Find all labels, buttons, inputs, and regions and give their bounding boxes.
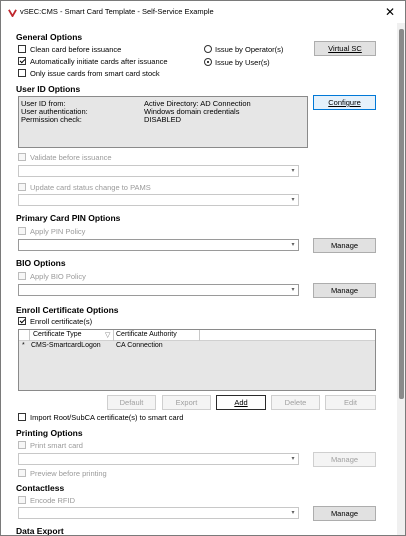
user-id-from-label: User ID from:: [21, 99, 66, 108]
print-card-checkbox[interactable]: [18, 441, 26, 449]
auto-initiate-checkbox[interactable]: [18, 57, 26, 65]
pin-policy-dropdown[interactable]: [18, 239, 299, 251]
validate-checkbox[interactable]: [18, 153, 26, 161]
auto-initiate-label: Automatically initiate cards after issuance: [30, 57, 168, 66]
column-divider: [199, 330, 200, 341]
add-button[interactable]: Add: [216, 395, 266, 410]
encode-rfid-checkbox[interactable]: [18, 496, 26, 504]
window-title: vSEC:CMS - Smart Card Template - Self-Service Example: [20, 7, 214, 16]
issue-operator-label: Issue by Operator(s): [215, 45, 284, 54]
data-export-heading: Data Export: [16, 526, 64, 536]
clean-card-label: Clean card before issuance: [30, 45, 122, 54]
user-auth-label: User authentication:: [21, 107, 88, 116]
general-options-heading: General Options: [16, 32, 83, 42]
print-card-label: Print smart card: [30, 441, 83, 450]
permission-check-label: Permission check:: [21, 115, 82, 124]
enroll-certs-checkbox[interactable]: [18, 317, 26, 325]
printing-options-heading: Printing Options: [16, 428, 83, 438]
chevron-down-icon: ▾: [291, 197, 295, 203]
validate-label: Validate before issuance: [30, 153, 112, 162]
printing-dropdown[interactable]: [18, 453, 299, 465]
clean-card-checkbox[interactable]: [18, 45, 26, 53]
pams-dropdown[interactable]: [18, 194, 299, 206]
import-root-checkbox[interactable]: [18, 413, 26, 421]
pin-options-heading: Primary Card PIN Options: [16, 213, 121, 223]
bio-manage-button[interactable]: Manage: [313, 283, 376, 298]
validate-dropdown[interactable]: [18, 165, 299, 177]
user-id-options-heading: User ID Options: [16, 84, 81, 94]
user-id-info-panel: [18, 96, 308, 148]
contactless-heading: Contactless: [16, 483, 65, 493]
apply-bio-label: Apply BIO Policy: [30, 272, 86, 281]
apply-pin-checkbox[interactable]: [18, 227, 26, 235]
scrollbar-thumb[interactable]: [399, 29, 404, 399]
column-divider: [113, 330, 114, 341]
title-bar: [1, 1, 405, 23]
column-divider: [29, 330, 30, 341]
app-logo-icon: [8, 8, 17, 17]
import-root-label: Import Root/SubCA certificate(s) to smart card: [30, 413, 184, 422]
printing-manage-button[interactable]: Manage: [313, 452, 376, 467]
cert-authority-cell[interactable]: CA Connection: [116, 342, 163, 349]
default-button[interactable]: Default: [107, 395, 156, 410]
preview-checkbox[interactable]: [18, 469, 26, 477]
chevron-down-icon: ▾: [291, 456, 295, 462]
user-auth-value: Windows domain credentials: [144, 107, 240, 116]
new-row-marker: *: [22, 342, 25, 349]
enroll-options-heading: Enroll Certificate Options: [16, 305, 119, 315]
bio-options-heading: BIO Options: [16, 258, 66, 268]
filter-icon[interactable]: ▽: [105, 332, 111, 339]
preview-label: Preview before printing: [30, 469, 107, 478]
permission-check-value: DISABLED: [144, 115, 182, 124]
enroll-certs-label: Enroll certificate(s): [30, 317, 93, 326]
chevron-down-icon: ▾: [291, 510, 295, 516]
contactless-manage-button[interactable]: Manage: [313, 506, 376, 521]
bio-policy-dropdown[interactable]: [18, 284, 299, 296]
pin-manage-button[interactable]: Manage: [313, 238, 376, 253]
only-stock-checkbox[interactable]: [18, 69, 26, 77]
column-header-certificate-type[interactable]: Certificate Type: [33, 331, 82, 338]
certificate-table[interactable]: [18, 329, 376, 391]
cert-type-cell[interactable]: CMS-SmartcardLogon: [31, 342, 101, 349]
chevron-down-icon: ▾: [291, 168, 295, 174]
only-stock-label: Only issue cards from smart card stock: [30, 69, 160, 78]
user-id-from-value: Active Directory: AD Connection: [144, 99, 251, 108]
apply-pin-label: Apply PIN Policy: [30, 227, 86, 236]
issue-user-radio[interactable]: [204, 58, 212, 66]
chevron-down-icon: ▾: [291, 287, 295, 293]
chevron-down-icon: ▾: [291, 242, 295, 248]
configure-button[interactable]: Configure: [313, 95, 376, 110]
close-icon[interactable]: ✕: [384, 5, 396, 19]
issue-operator-radio[interactable]: [204, 45, 212, 53]
encode-rfid-label: Encode RFID: [30, 496, 76, 505]
rfid-dropdown[interactable]: [18, 507, 299, 519]
table-row[interactable]: [19, 341, 375, 351]
issue-user-label: Issue by User(s): [215, 58, 270, 67]
export-button[interactable]: Export: [162, 395, 211, 410]
virtual-sc-button[interactable]: Virtual SC: [314, 41, 376, 56]
apply-bio-checkbox[interactable]: [18, 272, 26, 280]
update-pams-label: Update card status change to PAMS: [30, 183, 151, 192]
edit-button[interactable]: Edit: [325, 395, 376, 410]
column-header-certificate-authority[interactable]: Certificate Authority: [116, 331, 177, 338]
certificate-table-header: [19, 330, 375, 341]
update-pams-checkbox[interactable]: [18, 183, 26, 191]
delete-button[interactable]: Delete: [271, 395, 320, 410]
